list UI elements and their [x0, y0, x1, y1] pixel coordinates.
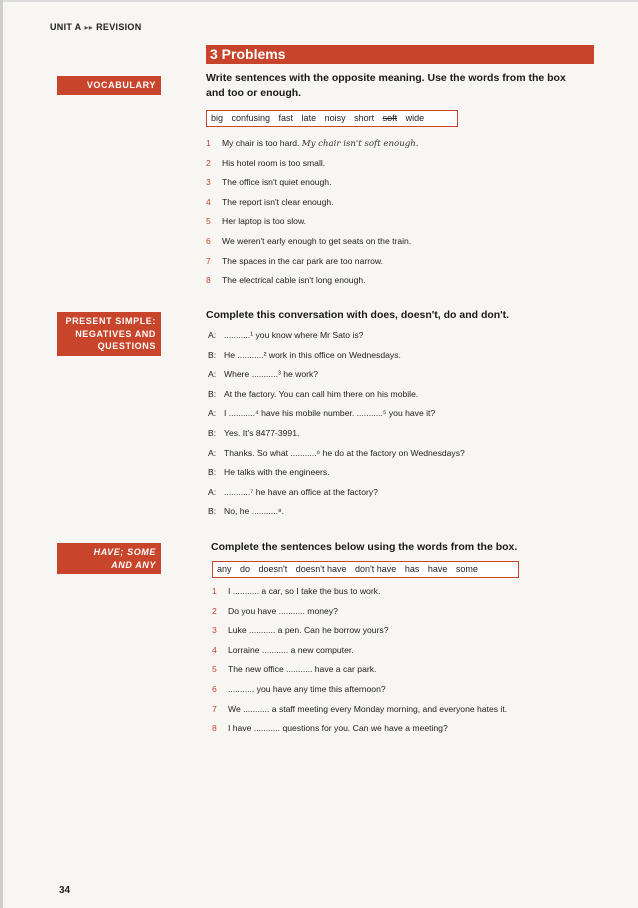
speaker-label: A: [208, 369, 217, 380]
exercise-1-instruction: Write sentences with the opposite meaning. Use the words from the box and too or enough. [206, 72, 566, 99]
dialogue-text: No, he ...........⁸. [224, 506, 284, 517]
item-text: The spaces in the car park are too narrow. [222, 255, 383, 266]
list-item [206, 193, 606, 213]
dialogue-text: I ...........⁴ have his mobile number. ...........⁵ you have it? [224, 408, 436, 419]
item-number: 8 [206, 275, 211, 286]
item-text: Luke ........... a pen. Can he borrow yours? [228, 625, 389, 636]
item-text: I have ........... questions for you. Can we have a meeting? [228, 723, 448, 734]
dialogue-text: Yes. It's 8477-3991. [224, 427, 300, 438]
list-item [206, 232, 606, 252]
item-number: 5 [212, 664, 217, 675]
dialogue-line [208, 444, 608, 464]
word-box-word: late [301, 113, 317, 123]
sidebar-label-have-some-any: HAVE; SOME AND ANY [57, 543, 161, 574]
word-box-word: soft [382, 113, 398, 123]
exercise-3-list [212, 582, 612, 739]
dialogue-text: He ...........² work in this office on Wednesdays. [224, 349, 401, 360]
section-title: 3 Problems [206, 45, 594, 64]
word-box-word: confusing [231, 113, 271, 123]
scan-top-edge [0, 0, 638, 2]
item-number: 3 [212, 625, 217, 636]
list-item [206, 134, 606, 154]
list-item [212, 700, 612, 720]
exercise-3-word-box [212, 561, 519, 578]
dialogue-text: At the factory. You can call him there on his mobile. [224, 388, 419, 399]
item-text: My chair is too hard. [222, 138, 300, 148]
word-box-word: big [211, 113, 224, 123]
item-number: 6 [212, 683, 217, 694]
item-text: The new office ........... have a car park. [228, 664, 377, 675]
exercise-1-word-box [206, 110, 458, 127]
list-item [212, 602, 612, 622]
item-number: 5 [206, 216, 211, 227]
dialogue-line [208, 463, 608, 483]
item-text: Her laptop is too slow. [222, 216, 307, 227]
word-box-word: wide [405, 113, 425, 123]
dialogue-line [208, 365, 608, 385]
item-number: 1 [206, 138, 211, 148]
speaker-label: A: [208, 330, 217, 340]
speaker-label: A: [208, 408, 217, 419]
list-item [212, 680, 612, 700]
item-text: The electrical cable isn't long enough. [222, 275, 366, 286]
word-box-word: any [217, 564, 232, 574]
word-box-word: some [455, 564, 478, 574]
item-text: The report isn't clear enough. [222, 196, 334, 207]
sidebar-label-present-simple: PRESENT SIMPLE: NEGATIVES AND QUESTIONS [57, 312, 161, 356]
item-number: 2 [212, 605, 217, 616]
item-number: 1 [212, 586, 217, 596]
word-box-word: noisy [324, 113, 346, 123]
word-box-word: don't have [355, 564, 397, 574]
list-item [212, 582, 612, 602]
list-item [206, 154, 606, 174]
speaker-label: B: [208, 427, 217, 438]
dialogue-line [208, 326, 608, 346]
item-text: Do you have ........... money? [228, 605, 338, 616]
word-box-word: doesn't have [295, 564, 347, 574]
list-item [212, 641, 612, 661]
page-number: 34 [59, 885, 71, 896]
list-item [206, 252, 606, 272]
item-text: His hotel room is too small. [222, 157, 326, 168]
speaker-label: B: [208, 388, 217, 399]
word-box-word: have [427, 564, 448, 574]
dialogue-line [208, 404, 608, 424]
exercise-2-dialogue [208, 326, 608, 522]
dialogue-line [208, 483, 608, 503]
item-number: 4 [206, 196, 211, 207]
dialogue-line [208, 424, 608, 444]
exercise-2-instruction: Complete this conversation with does, doesn't, do and don't. [206, 309, 510, 321]
word-box-word: do [240, 564, 251, 574]
exercise-3-instruction: Complete the sentences below using the words from the box. [211, 541, 518, 553]
dialogue-text: ...........⁷ he have an office at the factory? [224, 486, 378, 497]
dialogue-text: He talks with the engineers. [224, 467, 330, 478]
item-text: ........... you have any time this afternoon? [228, 683, 386, 694]
dialogue-line [208, 346, 608, 366]
item-text: I ........... a car, so I take the bus to work. [228, 586, 381, 596]
item-number: 4 [212, 644, 217, 655]
list-item [206, 212, 606, 232]
item-number: 6 [206, 235, 211, 246]
section-label: REVISION [96, 22, 142, 32]
unit-label: UNIT A [50, 22, 82, 32]
list-item [206, 173, 606, 193]
exercise-1-list [206, 134, 606, 291]
item-number: 3 [206, 177, 211, 188]
list-item [212, 621, 612, 641]
list-item [206, 271, 606, 291]
word-box-word: doesn't [258, 564, 288, 574]
scan-left-edge [0, 0, 3, 908]
list-item [212, 660, 612, 680]
item-text: We weren't early enough to get seats on the train. [222, 235, 412, 246]
sidebar-label-vocabulary: VOCABULARY [57, 76, 161, 95]
item-number: 7 [212, 703, 217, 714]
handwritten-answer: My chair isn't soft enough. [301, 139, 419, 149]
dialogue-line [208, 502, 608, 522]
speaker-label: A: [208, 486, 217, 497]
dialogue-text: ...........¹ you know where Mr Sato is? [224, 330, 364, 340]
item-number: 7 [206, 255, 211, 266]
item-number: 8 [212, 723, 217, 734]
speaker-label: B: [208, 506, 217, 517]
speaker-label: B: [208, 349, 217, 360]
item-text: The office isn't quiet enough. [222, 177, 332, 188]
list-item [212, 719, 612, 739]
word-box-word: fast [278, 113, 294, 123]
running-header [50, 22, 142, 32]
item-number: 2 [206, 157, 211, 168]
speaker-label: A: [208, 447, 217, 458]
word-box-word: has [404, 564, 420, 574]
dialogue-text: Thanks. So what ...........⁶ he do at the factory on Wednesdays? [224, 447, 465, 458]
item-text: We ........... a staff meeting every Monday morning, and everyone hates it. [228, 703, 508, 714]
speaker-label: B: [208, 467, 217, 478]
word-box-word: short [354, 113, 375, 123]
dialogue-text: Where ...........³ he work? [224, 369, 319, 380]
item-text: Lorraine ........... a new computer. [228, 644, 354, 655]
double-arrow-icon: ▸▸ [84, 23, 94, 32]
dialogue-line [208, 385, 608, 405]
